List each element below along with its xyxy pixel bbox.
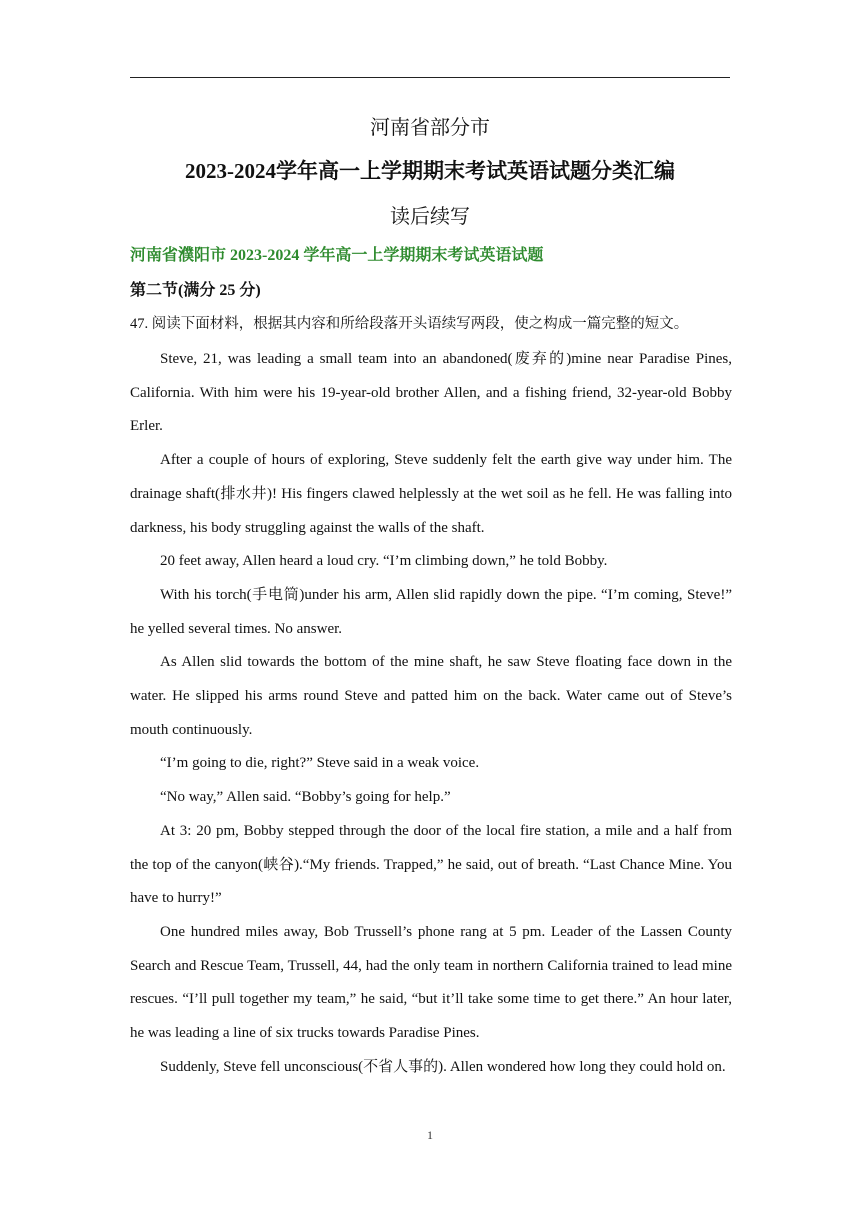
passage-paragraph: Steve, 21, was leading a small team into an abandoned(废弃的)mine near Paradise Pines, California. With him were his 19-year-old brother Allen, and a fishing friend, 32-year-old Bobby Erler. — [130, 351, 732, 435]
passage-paragraph: Suddenly, Steve fell unconscious(不省人事的). Allen wondered how long they could hold on. — [160, 1058, 726, 1075]
header-rule — [130, 77, 730, 78]
passage-paragraph: “No way,” Allen said. “Bobby’s going for help.” — [160, 789, 451, 806]
document-title-exam: 2023-2024学年高一上学期期末考试英语试题分类汇编 — [185, 159, 675, 183]
passage-paragraph: “I’m going to die, right?” Steve said in a weak voice. — [160, 755, 480, 772]
reading-passage — [130, 343, 732, 1084]
passage-paragraph: 20 feet away, Allen heard a loud cry. “I’m climbing down,” he told Bobby. — [160, 553, 608, 570]
passage-paragraph: With his torch(手电筒)under his arm, Allen slid rapidly down the pipe. “I’m coming, Steve!” he yelled several times. No answer. — [130, 586, 732, 637]
passage-paragraph: After a couple of hours of exploring, Steve suddenly felt the earth give way under him. The drainage shaft(排水井)! His fingers clawed helplessly at the wet soil as he fell. He was falling into darkness, his body struggling against the walls of the shaft. — [130, 452, 732, 536]
passage-paragraph: At 3: 20 pm, Bobby stepped through the door of the local fire station, a mile and a half from the top of the canyon(峡谷).“My friends. Trapped,” he said, out of breath. “Last Chance Mine. You have to hurry!” — [130, 822, 732, 907]
passage-paragraph: One hundred miles away, Bob Trussell’s phone rang at 5 pm. Leader of the Lassen County Search and Rescue Team, Trussell, 44, had the only team in northern California trained to lead mine rescues. “I’ll pull together my team,” he said, “but it’ll take some time to get there.” An hour later, he was leading a line of six trucks towards Paradise Pines. — [130, 923, 732, 1042]
page-number: 1 — [427, 1128, 433, 1142]
part-heading: 第二节(满分 25 分) — [130, 282, 261, 299]
document-title-category: 读后续写 — [390, 204, 470, 228]
passage-paragraph: As Allen slid towards the bottom of the mine shaft, he saw Steve floating face down in the water. He slipped his arms round Steve and patted him on the back. Water came out of Steve’s mouth continuously. — [130, 654, 732, 738]
document-title-region: 河南省部分市 — [370, 115, 490, 139]
question-instruction: 47. 阅读下面材料，根据其内容和所给段落开头语续写两段，使之构成一篇完整的短文。 — [130, 316, 689, 332]
source-heading: 河南省濮阳市 2023-2024 学年高一上学期期末考试英语试题 — [130, 247, 544, 264]
